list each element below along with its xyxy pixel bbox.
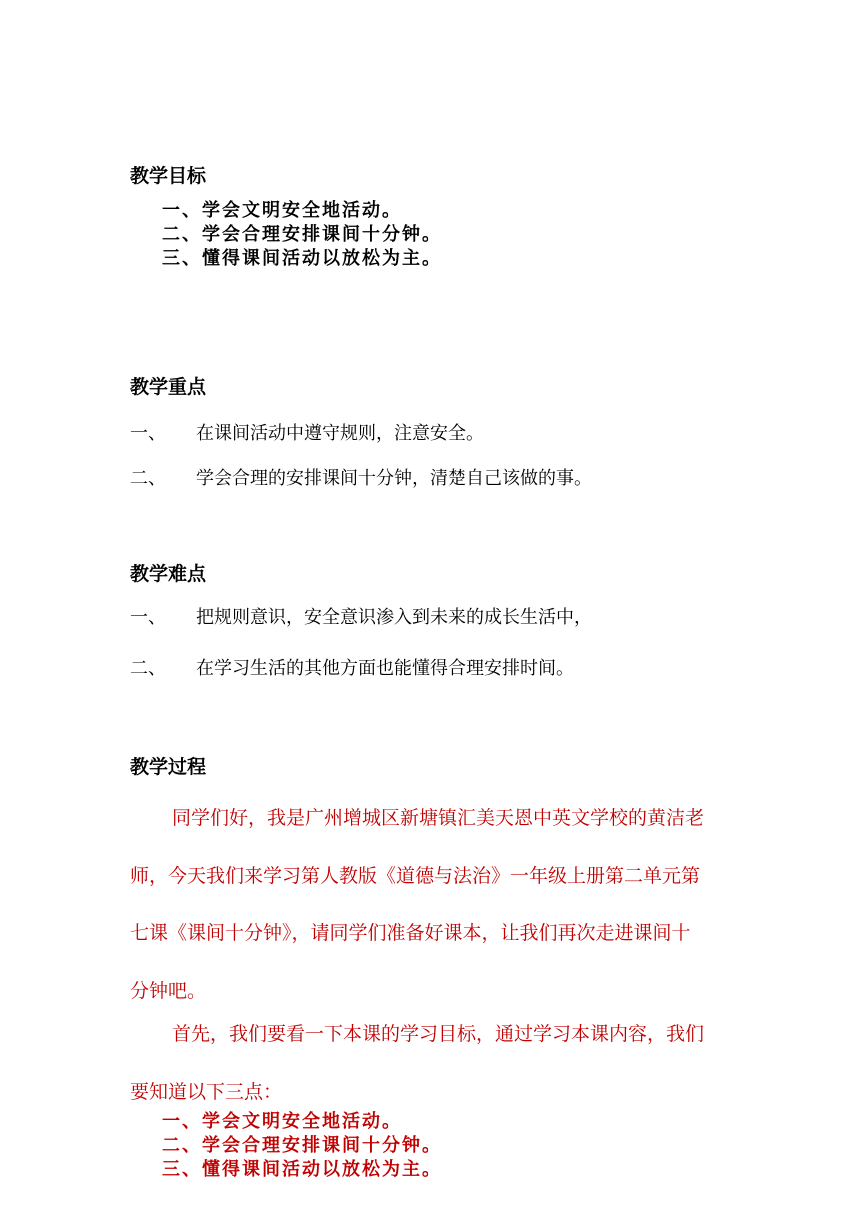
key-point-number-2: 二、	[130, 468, 166, 489]
process-list-item-1: 一、学会文明安全地活动。	[162, 1111, 402, 1132]
difficulty-text-1: 把规则意识，安全意识渗入到未来的成长生活中，	[196, 607, 592, 628]
paragraph-1-line-1: 同学们好，我是广州增城区新塘镇汇美天恩中英文学校的黄洁老	[172, 807, 705, 829]
process-list-item-2: 二、学会合理安排课间十分钟。	[162, 1135, 442, 1156]
key-point-text-1: 在课间活动中遵守规则，注意安全。	[196, 423, 484, 444]
difficulties-heading: 教学难点	[130, 563, 207, 585]
process-list-item-3: 三、懂得课间活动以放松为主。	[162, 1159, 442, 1180]
process-heading: 教学过程	[130, 756, 207, 778]
key-point-text-2: 学会合理的安排课间十分钟，清楚自己该做的事。	[196, 468, 592, 489]
difficulty-item-1	[130, 606, 592, 630]
difficulty-item-2	[130, 657, 574, 681]
objectives-heading: 教学目标	[130, 165, 207, 187]
objectives-list	[162, 199, 442, 271]
paragraph-2-line-1: 首先，我们要看一下本课的学习目标，通过学习本课内容，我们	[172, 1023, 705, 1045]
paragraph-1-line-4: 分钟吧。	[130, 979, 207, 1002]
paragraph-1-line-2: 师，今天我们来学习第人教版《道德与法治》一年级上册第二单元第	[130, 864, 701, 887]
process-paragraph-2	[130, 1006, 740, 1121]
difficulty-text-2: 在学习生活的其他方面也能懂得合理安排时间。	[196, 658, 574, 679]
paragraph-1-line-3: 七课《课间十分钟》，请同学们准备好课本，让我们再次走进课间十	[130, 922, 691, 944]
key-points-heading: 教学重点	[130, 376, 207, 398]
objectives-item-1: 一、学会文明安全地活动。	[162, 200, 402, 221]
paragraph-2-line-2: 要知道以下三点：	[130, 1080, 283, 1103]
objectives-item-3: 三、懂得课间活动以放松为主。	[162, 248, 442, 269]
key-point-number-1: 一、	[130, 423, 166, 444]
process-objectives-list	[162, 1110, 442, 1182]
process-paragraph-1	[130, 790, 740, 1020]
key-point-item-2	[130, 467, 592, 491]
difficulty-number-2: 二、	[130, 658, 166, 679]
key-point-item-1	[130, 422, 484, 446]
objectives-item-2: 二、学会合理安排课间十分钟。	[162, 224, 442, 245]
difficulty-number-1: 一、	[130, 607, 166, 628]
